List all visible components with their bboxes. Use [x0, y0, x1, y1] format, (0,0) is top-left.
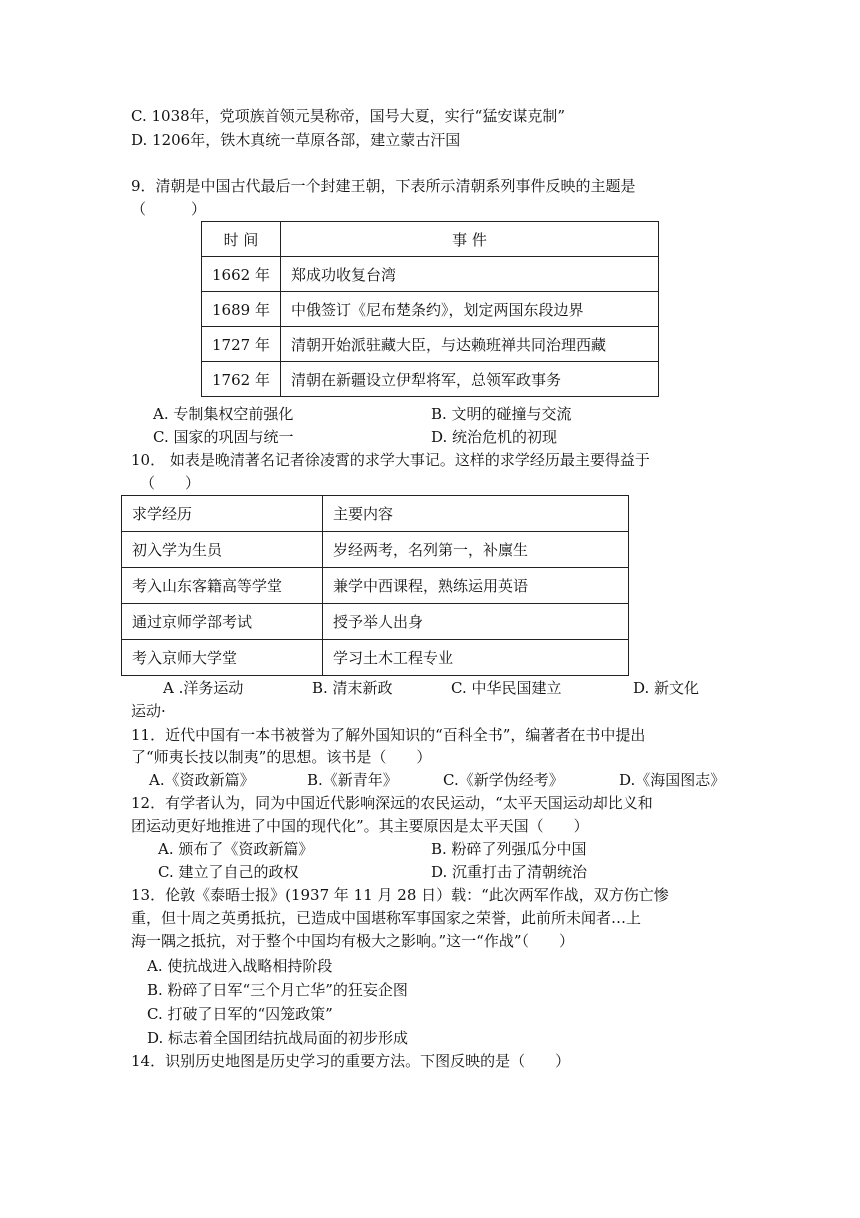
table-cell: 兼学中西课程，熟练运用英语 — [323, 568, 629, 604]
question-12-stem-cont: 团运动更好地推进了中国的现代化”。其主要原因是太平天国（ ） — [131, 817, 589, 835]
question-12-stem: 12．有学者认为，同为中国近代影响深远的农民运动，“太平天国运动却比义和 — [131, 794, 653, 812]
question-14-stem: 14．识别历史地图是历史学习的重要方法。下图反映的是（ ） — [131, 1052, 571, 1070]
table-header: 时 间 — [202, 222, 281, 257]
table-cell: 考入山东客籍高等学堂 — [122, 568, 323, 604]
answer-blank: （ ） — [140, 474, 201, 492]
option-b: B.《新青年》 — [307, 771, 398, 789]
study-table — [121, 495, 629, 676]
table-cell: 考入京师大学堂 — [122, 640, 323, 676]
table-row — [122, 532, 629, 568]
question-11-stem: 11．近代中国有一本书被誉为了解外国知识的“百科全书”，编著者在书中提出 — [131, 726, 646, 744]
table-cell: 通过京师学部考试 — [122, 604, 323, 640]
option-c: C. 国家的巩固与统一 — [153, 428, 294, 446]
option-d: D. 新文化 — [633, 679, 700, 697]
option-a: A.《资政新篇》 — [149, 771, 255, 789]
table-row — [202, 257, 659, 292]
option-a: A .洋务运动 — [163, 679, 244, 697]
table-cell: 学习土木工程专业 — [323, 640, 629, 676]
question-9-stem: 9．清朝是中国古代最后一个封建王朝，下表所示清朝系列事件反映的主题是 — [131, 177, 636, 195]
events-table — [201, 221, 659, 397]
table-cell: 清朝在新疆设立伊犁将军，总领军政事务 — [280, 362, 658, 397]
table-cell: 授予举人出身 — [323, 604, 629, 640]
option-c: C. 打破了日军的“囚笼政策” — [147, 1005, 333, 1023]
table-row — [202, 292, 659, 327]
table-cell: 中俄签订《尼布楚条约》，划定两国东段边界 — [280, 292, 658, 327]
question-11-stem-cont: 了“师夷长技以制夷”的思想。该书是（ ） — [131, 748, 432, 766]
question-13-stem-cont: 海一隅之抵抗，对于整个中国均有极大之影响。”这一“作战”（ ） — [131, 932, 575, 950]
table-row — [202, 327, 659, 362]
option-d: D. 1206年，铁木真统一草原各部，建立蒙古汗国 — [131, 131, 461, 149]
question-13-stem: 13．伦敦《泰晤士报》(1937 年 11 月 28 日）载：“此次两军作战，双方伤亡惨 — [131, 886, 669, 904]
table-row — [122, 568, 629, 604]
option-c: C.《新学伪经考》 — [443, 771, 564, 789]
table-cell: 1689 年 — [202, 292, 281, 327]
table-cell: 1762 年 — [202, 362, 281, 397]
option-d: D. 沉重打击了清朝统治 — [431, 863, 588, 881]
option-d: D.《海国图志》 — [619, 771, 726, 789]
table-row — [122, 640, 629, 676]
table-header: 主要内容 — [323, 496, 629, 532]
option-b: B. 粉碎了列强瓜分中国 — [431, 840, 587, 858]
table-header-row — [122, 496, 629, 532]
answer-blank: （ ） — [131, 200, 207, 218]
table-header: 求学经历 — [122, 496, 323, 532]
table-row — [122, 604, 629, 640]
table-header-row — [202, 222, 659, 257]
table-cell: 岁经两考，名列第一，补廪生 — [323, 532, 629, 568]
option-c: C. 1038年，党项族首领元昊称帝，国号大夏，实行“猛安谋克制” — [131, 107, 565, 125]
option-d: D. 统治危机的初现 — [431, 428, 558, 446]
table-row — [202, 362, 659, 397]
table-header: 事 件 — [280, 222, 658, 257]
option-d-continued: 运动· — [131, 702, 166, 720]
option-d: D. 标志着全国团结抗战局面的初步形成 — [147, 1029, 409, 1047]
table-cell: 1727 年 — [202, 327, 281, 362]
question-10-stem: 10． 如表是晚清著名记者徐凌霄的求学大事记。这样的求学经历最主要得益于 — [131, 451, 650, 469]
question-13-stem-cont: 重，但十周之英勇抵抗，已造成中国堪称军事国家之荣誉，此前所未闻者…上 — [131, 909, 642, 927]
option-a: A. 专制集权空前强化 — [153, 405, 294, 423]
option-b: B. 文明的碰撞与交流 — [431, 405, 572, 423]
table-cell: 清朝开始派驻藏大臣，与达赖班禅共同治理西藏 — [280, 327, 658, 362]
table-cell: 1662 年 — [202, 257, 281, 292]
option-a: A. 颁布了《资政新篇》 — [158, 840, 314, 858]
option-a: A. 使抗战进入战略相持阶段 — [147, 957, 333, 975]
table-cell: 初入学为生员 — [122, 532, 323, 568]
option-c: C. 建立了自己的政权 — [158, 863, 299, 881]
option-c: C. 中华民国建立 — [451, 679, 562, 697]
option-b: B. 粉碎了日军“三个月亡华”的狂妄企图 — [147, 981, 408, 999]
option-b: B. 清末新政 — [312, 679, 393, 697]
table-cell: 郑成功收复台湾 — [280, 257, 658, 292]
